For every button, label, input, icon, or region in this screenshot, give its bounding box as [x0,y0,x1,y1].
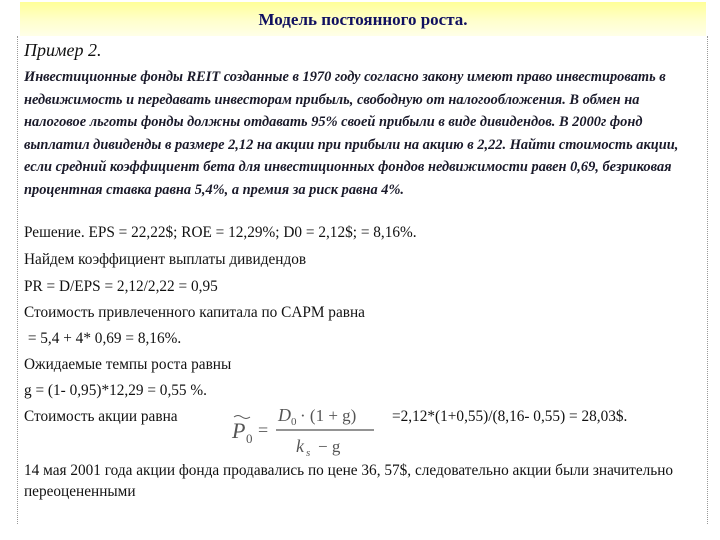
solution-line-2: Найдем коэффициент выплаты дивидендов [24,251,307,268]
solution-line-7: g = (1- 0,95)*12,29 = 0,55 %. [24,382,207,399]
solution-line-8: Стоимость акции равна [24,408,178,425]
formula-lhs-sub: 0 [246,431,253,446]
right-dotted-border [707,36,708,524]
formula-den-sub: s [306,447,311,459]
solution-line-8-result: =2,12*(1+0,55)/(8,16- 0,55) = 28,03$. [392,408,628,425]
solution-line-3: PR = D/EPS = 2,12/2,22 = 0,95 [24,278,218,295]
example-title: Пример 2. [24,40,102,60]
formula-equals: = [258,420,269,440]
price-formula [228,402,388,460]
formula-lhs: P [232,418,246,443]
conclusion-text: 14 мая 2001 года акции фонда продавались по цене 36, 57$, следовательно акции были значительно переоцененными [24,462,674,500]
problem-statement: Инвестиционные фонды REIT созданные в 1970 году согласно закону имеют право инвестировать в недвижимость и передавать инвесторам прибыль, свободную от налогообложения. В обмен на налоговое льготы фонды должны отдавать 95% своей прибыли в виде дивидендов. В 2000г фонд выплатил дивиденды в размере 2,12 на акции при прибыли на акцию в 2,22. Найти стоимость акции, если средний коэффициент бета для инвестиционных фондов недвижимости равен 0,69, безриковая процентная ставка равна 5,4%, а премия за риск равна 4%. [24,69,679,198]
solution-line-4: Стоимость привлеченного капитала по CAPM равна [24,304,365,321]
solution-line-6: Ожидаемые темпы роста равны [24,356,232,373]
left-dotted-border [17,36,18,524]
formula-num-sub: 0 [291,416,297,428]
solution-line-5: = 5,4 + 4* 0,69 = 8,16%. [24,330,182,347]
formula-den-rest: − g [318,437,341,456]
formula-num-rest: · (1 + g) [300,406,357,425]
formula-num-d: D [278,405,291,425]
slide-title-bar [20,2,706,36]
slide-title: Модель постоянного роста. [258,10,468,29]
formula-den-k: k [296,436,304,456]
solution-line-1: Решение. EPS = 22,22$; ROE = 12,29%; D0 = 2,12$; = 8,16%. [24,224,417,241]
